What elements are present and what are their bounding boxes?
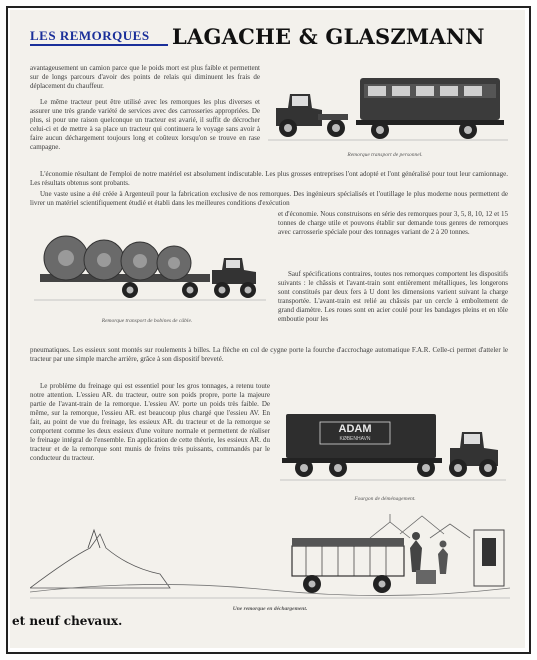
illustration-unloading-scene bbox=[30, 508, 510, 606]
van-sign-name: ADAM bbox=[338, 423, 372, 435]
illustration-moving-van bbox=[280, 408, 506, 486]
caption-cable-reel-trailer: Remorque transport de bobines de câble. bbox=[101, 318, 193, 324]
paragraph-axles: pneumatiques. Les essieux sont montés sur roulements à billes. La flèche en col de cygne porte la fourche d'accrochage automatique F.A.R. Celle-ci permet d'atteler le tracteur par une simple marche arrière, grâce à son dispositif breveté. bbox=[30, 346, 508, 363]
caption-personnel-trailer: Remorque transport de personnel. bbox=[347, 152, 423, 158]
header-underline bbox=[30, 44, 168, 46]
header-brand: LAGACHE & GLASZMANN bbox=[172, 24, 485, 49]
paragraph-factory: Une vaste usine a été créée à Argenteuil pour la fabrication exclusive de nos remorques. Des ingénieurs spécialisés et l'outillage le plus moderne nous permettent de livrer un matériel scientifiquement étudié et établi dans les meilleures conditions d'exécution bbox=[30, 190, 508, 207]
header-kicker: LES REMORQUES bbox=[30, 28, 150, 43]
paragraph-series: et d'économie. Nous construisons en série des remorques pour 3, 5, 8, 10, 12 et 15 tonnes de charge utile et pouvons établir sur demande tous genres de remorques avec carrosserie spéciale pour des tonnages variant de 2 à 20 tonnes. bbox=[278, 210, 508, 236]
paragraph-economy: L'économie résultant de l'emploi de notre matériel est absolument indiscutable. Les plus grosses entreprises l'ont adopté et l'ont généralisé pour tout leur camionnage. Les résultats obtenus sont probants. bbox=[30, 170, 508, 187]
caption-moving-van: Fourgon de déménagement. bbox=[354, 496, 416, 502]
paragraph-tractor: Le même tracteur peut être utilisé avec les remorques les plus diverses et assurer une très grande variété de services avec des carrosseries appropriées. De plus, si pour une raison quelconque un tracteur est avarié, il suffit de décrocher celui-ci et de mettre à sa place un tracteur qui continuera le voyage sans avoir à faire aucun déchargement toujours long et coûteux lorsqu'on se trouve en rase campagne. bbox=[30, 98, 260, 151]
paragraph-specs: Sauf spécifications contraires, toutes nos remorques comportent les dispositifs suivants : le châssis et l'avant-train sont entièrement métalliques, les longerons sont constitués par deux fers à U dont les dimensions varient suivant la charge transportée. L'avant-train est relié au châssis par un cercle à emboîtement de grand diamètre. Les roues sont en acier coulé pour les bandages pleins et en tôle emboutie pour les bbox=[278, 270, 508, 323]
caption-unloading-scene: Une remorque en déchargement. bbox=[232, 606, 308, 612]
footer-text: et neuf chevaux. bbox=[12, 614, 123, 628]
illustration-personnel-trailer bbox=[268, 68, 508, 150]
van-sign-city: KØBENHAVN bbox=[339, 436, 371, 442]
paragraph-intro: avantageusement un camion parce que le poids mort est plus faible et permettent sur de longs parcours d'avoir des points de relais qui diminuent les frais de déplacement du chauffeur. bbox=[30, 64, 260, 90]
illustration-cable-reel-trailer bbox=[34, 228, 266, 308]
paragraph-braking: Le problème du freinage qui est essentiel pour les gros tonnages, a retenu toute notre attention. L'essieu AR. du tracteur, outre son poids propre, porte la majeure partie de l'avant-train de la remorque. L'essieu AV. porte un poids très faible. De même, sur la remorque, l'essieu AR. est beaucoup plus chargé que l'essieu AV. En fait, au point de vue du freinage, les essieux AR. du tracteur et de la remorque se comportent comme les deux essieux d'une voiture normale et permettent de réaliser le freinage intégral de l'ensemble. En application de cette théorie, les essieux AR. du tracteur et de la remorque sont munis de freins très puissants, commandés par le conducteur du tracteur. bbox=[30, 382, 270, 462]
